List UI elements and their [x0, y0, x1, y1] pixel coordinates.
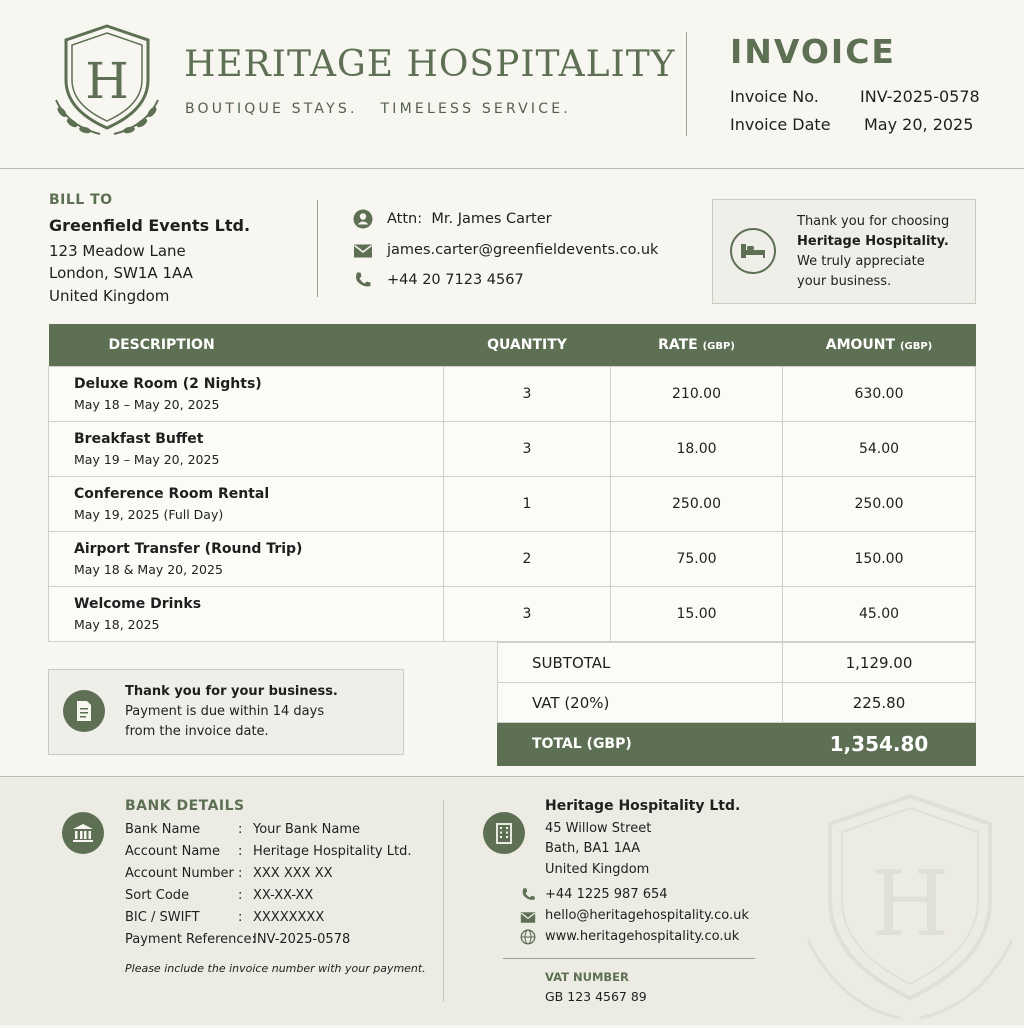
company-phone[interactable]: +44 1225 987 654	[545, 887, 668, 902]
company-address-line: United Kingdom	[545, 862, 650, 877]
building-icon	[483, 812, 525, 854]
table-header-row	[49, 324, 976, 367]
bank-field-value: INV-2025-0578	[253, 932, 351, 947]
bill-to-divider	[317, 200, 318, 297]
table-row	[49, 422, 976, 477]
item-quantity: 2	[444, 532, 611, 587]
svg-text:H: H	[85, 52, 129, 110]
line-items-table	[48, 324, 976, 642]
bank-field-value: Heritage Hospitality Ltd.	[253, 844, 412, 859]
item-rate: 75.00	[611, 532, 783, 587]
svg-text:H: H	[870, 852, 950, 957]
item-quantity: 3	[444, 587, 611, 642]
bank-field-label: Sort Code	[125, 888, 190, 903]
brand-tagline: BOUTIQUE STAYS. TIMELESS SERVICE.	[185, 101, 571, 117]
item-quantity: 1	[444, 477, 611, 532]
item-name: Conference Room Rental	[74, 486, 270, 502]
table-row	[49, 477, 976, 532]
col-header-rate: RATE (GBP)	[611, 324, 783, 367]
item-name: Airport Transfer (Round Trip)	[74, 541, 303, 557]
invoice-title: INVOICE	[730, 32, 896, 71]
item-description	[49, 587, 444, 642]
bill-to-address-line: United Kingdom	[49, 287, 170, 305]
bill-to-heading: BILL TO	[49, 192, 113, 208]
contact-phone[interactable]: +44 20 7123 4567	[387, 272, 524, 288]
bank-field-value: Your Bank Name	[253, 822, 361, 837]
thank-you-line: We truly appreciate	[797, 254, 925, 269]
bank-field-label: BIC / SWIFT	[125, 910, 200, 925]
item-quantity: 3	[444, 367, 611, 422]
bill-to-company: Greenfield Events Ltd.	[49, 216, 251, 235]
invoice-number-label: Invoice No.	[730, 87, 819, 106]
payment-note-line: from the invoice date.	[125, 724, 269, 739]
bank-field-label: Account Number	[125, 866, 234, 881]
vat-value: 225.80	[783, 683, 976, 723]
thank-you-line: Thank you for choosing	[797, 214, 950, 229]
col-header-quantity: QUANTITY	[444, 324, 611, 367]
bank-field-label: Payment Reference:	[125, 932, 256, 947]
item-amount: 45.00	[783, 587, 976, 642]
bill-to-address-line: London, SW1A 1AA	[49, 264, 193, 282]
item-name: Welcome Drinks	[74, 596, 202, 612]
table-row	[49, 587, 976, 642]
company-address-line: Bath, BA1 1AA	[545, 841, 641, 856]
item-rate: 18.00	[611, 422, 783, 477]
subtotal-row	[498, 643, 976, 683]
subtotal-label: SUBTOTAL	[498, 643, 783, 683]
globe-icon	[520, 929, 536, 949]
col-header-amount: AMOUNT (GBP)	[783, 324, 976, 367]
bill-to-address-line: 123 Meadow Lane	[49, 242, 186, 260]
payment-note-line: Payment is due within 14 days	[125, 704, 325, 719]
vat-row	[498, 683, 976, 723]
brand-name: HERITAGE HOSPITALITY	[184, 44, 676, 85]
thank-you-line: your business.	[797, 274, 892, 289]
invoice-date: May 20, 2025	[864, 115, 974, 134]
vat-divider	[503, 958, 755, 959]
mail-icon	[353, 243, 373, 263]
table-row	[49, 367, 976, 422]
contact-attn: Attn: Mr. James Carter	[387, 211, 552, 227]
item-date: May 18 & May 20, 2025	[74, 562, 223, 577]
vat-number-label: VAT NUMBER	[545, 970, 629, 984]
bank-note: Please include the invoice number with your payment.	[125, 962, 426, 975]
thank-you-line: Heritage Hospitality.	[797, 234, 949, 249]
contact-email[interactable]: james.carter@greenfieldevents.co.uk	[387, 242, 659, 258]
crest-watermark	[800, 790, 1024, 1024]
invoice-number: INV-2025-0578	[860, 87, 980, 106]
col-header-description: DESCRIPTION	[49, 324, 444, 367]
person-icon	[353, 209, 373, 233]
vat-label: VAT (20%)	[498, 683, 783, 723]
company-name: Heritage Hospitality Ltd.	[545, 798, 741, 814]
crest-logo	[48, 22, 166, 140]
phone-icon	[521, 887, 536, 906]
item-quantity: 3	[444, 422, 611, 477]
bed-icon	[730, 228, 776, 274]
item-description	[49, 532, 444, 587]
item-name: Breakfast Buffet	[74, 431, 204, 447]
payment-note-line: Thank you for your business.	[125, 684, 338, 699]
item-description	[49, 367, 444, 422]
bank-field-separator: :	[238, 910, 243, 925]
vat-number: GB 123 4567 89	[545, 989, 647, 1004]
company-email[interactable]: hello@heritagehospitality.co.uk	[545, 908, 749, 923]
item-description	[49, 422, 444, 477]
bank-field-separator: :	[238, 888, 243, 903]
bank-field-value: XX-XX-XX	[253, 888, 314, 903]
item-name: Deluxe Room (2 Nights)	[74, 376, 262, 392]
footer-divider	[443, 800, 444, 1002]
company-website[interactable]: www.heritagehospitality.co.uk	[545, 929, 740, 944]
item-rate: 15.00	[611, 587, 783, 642]
item-amount: 150.00	[783, 532, 976, 587]
bank-details-heading: BANK DETAILS	[125, 798, 245, 814]
item-date: May 19, 2025 (Full Day)	[74, 507, 224, 522]
item-amount: 250.00	[783, 477, 976, 532]
item-amount: 630.00	[783, 367, 976, 422]
item-description	[49, 477, 444, 532]
item-rate: 210.00	[611, 367, 783, 422]
totals-table	[497, 642, 976, 766]
item-date: May 18, 2025	[74, 617, 160, 632]
subtotal-value: 1,129.00	[783, 643, 976, 683]
item-amount: 54.00	[783, 422, 976, 477]
bank-field-separator: :	[238, 822, 243, 837]
bank-icon	[62, 812, 104, 854]
header-divider	[686, 32, 687, 136]
bank-field-label: Account Name	[125, 844, 220, 859]
bank-field-separator: :	[238, 844, 243, 859]
phone-icon	[354, 271, 372, 293]
document-icon	[63, 690, 105, 732]
item-date: May 18 – May 20, 2025	[74, 397, 220, 412]
mail-icon	[520, 909, 536, 928]
bank-field-value: XXXXXXXX	[253, 910, 325, 925]
company-address-line: 45 Willow Street	[545, 821, 652, 836]
total-row	[498, 723, 976, 766]
item-rate: 250.00	[611, 477, 783, 532]
table-row	[49, 532, 976, 587]
total-label: TOTAL (GBP)	[498, 723, 783, 766]
bank-field-label: Bank Name	[125, 822, 201, 837]
total-value: 1,354.80	[783, 723, 976, 766]
bank-field-value: XXX XXX XX	[253, 866, 333, 881]
item-date: May 19 – May 20, 2025	[74, 452, 220, 467]
bank-field-separator: :	[238, 866, 243, 881]
invoice-date-label: Invoice Date	[730, 115, 831, 134]
